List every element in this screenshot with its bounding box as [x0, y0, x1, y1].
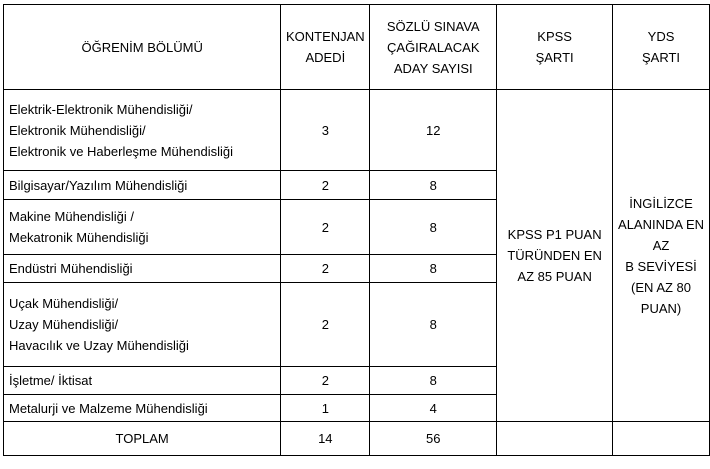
total-candidates: 56 [370, 422, 497, 456]
header-program: ÖĞRENİM BÖLÜMÜ [4, 5, 281, 90]
program-cell: Elektrik-Elektronik Mühendisliği/ Elektronik Mühendisliği/ Elektronik ve Haberleşme Mühendisliği [4, 90, 281, 171]
header-kpss: KPSS ŞARTI [497, 5, 613, 90]
program-cell: Endüstri Mühendisliği [4, 255, 281, 283]
total-kpss-empty [497, 422, 613, 456]
program-cell: Uçak Mühendisliği/ Uzay Mühendisliği/ Havacılık ve Uzay Mühendisliği [4, 283, 281, 367]
candidates-cell: 8 [370, 367, 497, 395]
header-oral-exam: SÖZLÜ SINAVA ÇAĞIRALACAK ADAY SAYISI [370, 5, 497, 90]
quota-cell: 2 [281, 283, 370, 367]
program-cell: İşletme/ İktisat [4, 367, 281, 395]
yds-requirement: İNGİLİZCE ALANINDA EN AZ B SEVİYESİ (EN AZ 80 PUAN) [613, 90, 710, 422]
quota-table [3, 4, 710, 456]
candidates-cell: 4 [370, 395, 497, 422]
candidates-cell: 8 [370, 171, 497, 200]
kpss-requirement: KPSS P1 PUAN TÜRÜNDEN EN AZ 85 PUAN [497, 90, 613, 422]
total-quota: 14 [281, 422, 370, 456]
header-quota: KONTENJAN ADEDİ [281, 5, 370, 90]
candidates-cell: 8 [370, 200, 497, 255]
program-cell: Makine Mühendisliği / Mekatronik Mühendisliği [4, 200, 281, 255]
quota-cell: 2 [281, 255, 370, 283]
quota-cell: 2 [281, 171, 370, 200]
quota-cell: 2 [281, 367, 370, 395]
header-yds: YDS ŞARTI [613, 5, 710, 90]
program-cell: Metalurji ve Malzeme Mühendisliği [4, 395, 281, 422]
candidates-cell: 8 [370, 283, 497, 367]
quota-cell: 1 [281, 395, 370, 422]
candidates-cell: 8 [370, 255, 497, 283]
total-row [4, 422, 710, 456]
total-yds-empty [613, 422, 710, 456]
candidates-cell: 12 [370, 90, 497, 171]
table-row [4, 90, 710, 171]
header-row [4, 5, 710, 90]
quota-cell: 2 [281, 200, 370, 255]
total-label: TOPLAM [4, 422, 281, 456]
quota-cell: 3 [281, 90, 370, 171]
program-cell: Bilgisayar/Yazılım Mühendisliği [4, 171, 281, 200]
